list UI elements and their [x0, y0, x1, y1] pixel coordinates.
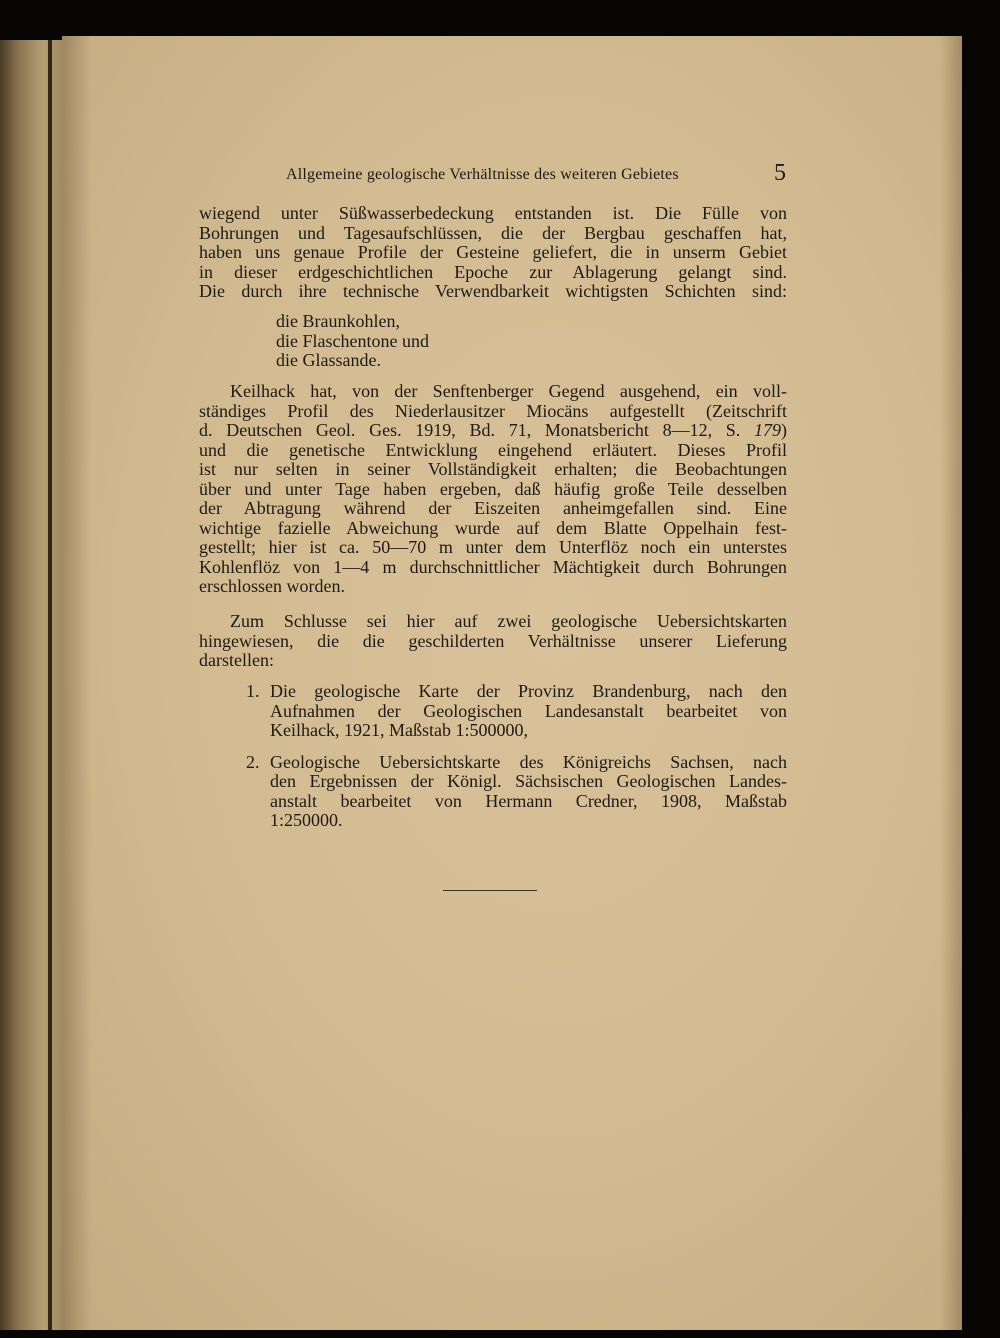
text-line: über und unter Tage haben ergeben, daß häufig große Teile desselben: [199, 478, 787, 499]
text-line: Die geologische Karte der Provinz Brandenburg, nach den: [270, 681, 787, 701]
page-number: 5: [774, 160, 786, 186]
page-edge-shadow: [940, 36, 962, 1330]
text-line: wiegend unter Süßwasserbedeckung entstanden ist. Die Fülle von: [199, 203, 787, 223]
book-spine: [0, 40, 62, 1330]
text-line: Kohlenflöz von 1—4 m durchschnittlicher Mächtigkeit durch Bohrungen: [199, 556, 787, 577]
maps-list-item: [246, 682, 787, 741]
text-line: den Ergebnissen der Königl. Sächsischen Geologischen Landes-: [270, 771, 787, 791]
list-item: die Braunkohlen,: [276, 311, 400, 331]
list-item: die Glassande.: [276, 350, 381, 370]
running-head: Allgemeine geologische Verhältnisse des weiteren Gebietes: [286, 166, 679, 183]
citation-text: d. Deutschen Geol. Ges. 1919, Bd. 71, Monatsbericht 8—12, S.: [199, 420, 754, 440]
text-line: hingewiesen, die die geschilderten Verhältnisse unserer Lieferung: [199, 630, 787, 651]
text-line: 1:250000.: [270, 810, 343, 830]
paragraph-2: [199, 382, 787, 597]
list-item: die Flaschentone und: [276, 330, 429, 351]
text-line: anstalt bearbeitet von Hermann Credner, 1908, Maßstab: [270, 790, 787, 811]
text-line: Keilhack, 1921, Maßstab 1:500000,: [270, 720, 528, 740]
list-number: 2.: [246, 751, 260, 772]
book-page: [62, 36, 962, 1330]
paragraph-1: [199, 204, 787, 302]
layers-list: [276, 312, 429, 371]
citation-close: ): [781, 420, 787, 440]
maps-list: [246, 682, 787, 843]
text-line: und die genetische Entwicklung eingehend erläutert. Dieses Profil: [199, 439, 787, 460]
text-line: ist nur selten in seiner Vollständigkeit erhalten; die Beobachtungen: [199, 459, 787, 479]
text-line: Keilhack hat, von der Senftenberger Gegend ausgehend, ein voll-: [230, 381, 787, 401]
text-line: darstellen:: [199, 650, 274, 670]
text-line: wichtige fazielle Abweichung wurde auf dem Blatte Oppelhain fest-: [199, 517, 787, 538]
text-line: in dieser erdgeschichtlichen Epoche zur Ablagerung gelangt sind.: [199, 261, 787, 282]
paragraph-3: [199, 612, 787, 671]
text-line: ständiges Profil des Niederlausitzer Miocäns aufgestellt (Zeitschrift: [199, 400, 787, 421]
page-gutter-shadow: [62, 36, 92, 1330]
maps-list-item: [246, 753, 787, 831]
text-line: haben uns genaue Profile der Gesteine geliefert, die in unserm Gebiet: [199, 242, 787, 262]
list-number: 1.: [246, 681, 260, 701]
text-line: Geologische Uebersichtskarte des Königreichs Sachsen, nach: [270, 751, 787, 772]
text-line: Die durch ihre technische Verwendbarkeit wichtigsten Schichten sind:: [199, 281, 787, 301]
citation-page: 179: [754, 420, 781, 440]
text-line: Bohrungen und Tagesaufschlüssen, die der Bergbau geschaffen hat,: [199, 222, 787, 243]
end-rule-divider: [443, 890, 537, 891]
text-line: Aufnahmen der Geologischen Landesanstalt bearbeitet von: [270, 700, 787, 721]
text-line-citation: [199, 421, 787, 441]
text-line: der Abtragung während der Eiszeiten anheimgefallen sind. Eine: [199, 498, 787, 518]
text-line: erschlossen worden.: [199, 576, 345, 596]
spine-binding-edge: [48, 40, 52, 1330]
text-line: Zum Schlusse sei hier auf zwei geologische Uebersichtskarten: [230, 611, 787, 631]
text-line: gestellt; hier ist ca. 50—70 m unter dem Unterflöz noch ein unterstes: [199, 537, 787, 557]
